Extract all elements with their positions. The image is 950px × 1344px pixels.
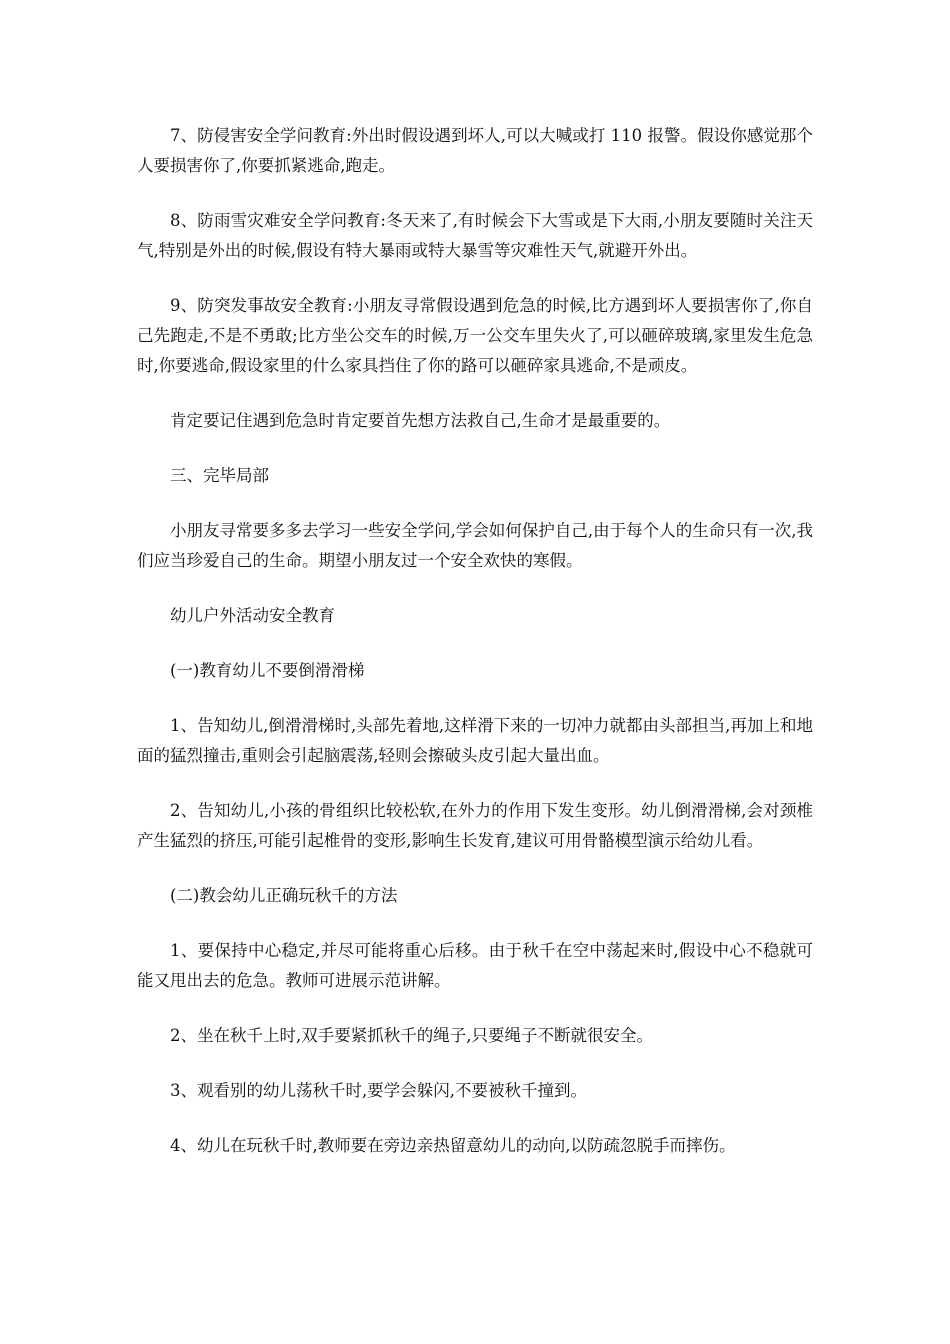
paragraph-closing: 小朋友寻常要多多去学习一些安全学问,学会如何保护自己,由于每个人的生命只有一次,我们应当珍爱自己的生命。期望小朋友过一个安全欢快的寒假。 xyxy=(137,521,813,570)
paragraph-item-8: 8、防雨雪灾难安全学问教育:冬天来了,有时候会下大雪或是下大雨,小朋友要随时关注天气,特别是外出的时候,假设有特大暴雨或特大暴雪等灾难性天气,就避开外出。 xyxy=(137,211,813,260)
paragraph-swing-2: 2、坐在秋千上时,双手要紧抓秋千的绳子,只要绳子不断就很安全。 xyxy=(170,1026,653,1045)
section-heading-ending: 三、完毕局部 xyxy=(170,466,269,485)
subheading-swing: (二)教会幼儿正确玩秋千的方法 xyxy=(170,886,398,905)
paragraph-item-7: 7、防侵害安全学问教育:外出时假设遇到坏人,可以大喊或打 110 报警。假设你感觉那个人要损害你了,你要抓紧逃命,跑走。 xyxy=(137,126,813,175)
paragraph-swing-3: 3、观看别的幼儿荡秋千时,要学会躲闪,不要被秋千撞到。 xyxy=(170,1081,587,1100)
paragraph-item-9: 9、防突发事故安全教育:小朋友寻常假设遇到危急的时候,比方遇到坏人要损害你了,你自己先跑走,不是不勇敢;比方坐公交车的时候,万一公交车里失火了,可以砸碎玻璃,家里发生危急时,你要逃命,假设家里的什么家具挡住了你的路可以砸碎家具逃命,不是顽皮。 xyxy=(137,296,813,375)
paragraph-slide-2: 2、告知幼儿,小孩的骨组织比较松软,在外力的作用下发生变形。幼儿倒滑滑梯,会对颈椎产生猛烈的挤压,可能引起椎骨的变形,影响生长发育,建议可用骨骼模型演示给幼儿看。 xyxy=(137,801,813,850)
document-body xyxy=(137,121,813,1186)
paragraph-slide-1: 1、告知幼儿,倒滑滑梯时,头部先着地,这样滑下来的一切冲力就都由头部担当,再加上和地面的猛烈撞击,重则会引起脑震荡,轻则会擦破头皮引起大量出血。 xyxy=(137,716,813,765)
paragraph-reminder: 肯定要记住遇到危急时肯定要首先想方法救自己,生命才是最重要的。 xyxy=(170,411,671,430)
subheading-slide: (一)教育幼儿不要倒滑滑梯 xyxy=(170,661,365,680)
paragraph-swing-4: 4、幼儿在玩秋千时,教师要在旁边亲热留意幼儿的动向,以防疏忽脱手而摔伤。 xyxy=(170,1136,736,1155)
paragraph-swing-1: 1、要保持中心稳定,并尽可能将重心后移。由于秋千在空中荡起来时,假设中心不稳就可能又甩出去的危急。教师可进展示范讲解。 xyxy=(137,941,813,990)
section-title-outdoor-safety: 幼儿户外活动安全教育 xyxy=(170,606,335,625)
